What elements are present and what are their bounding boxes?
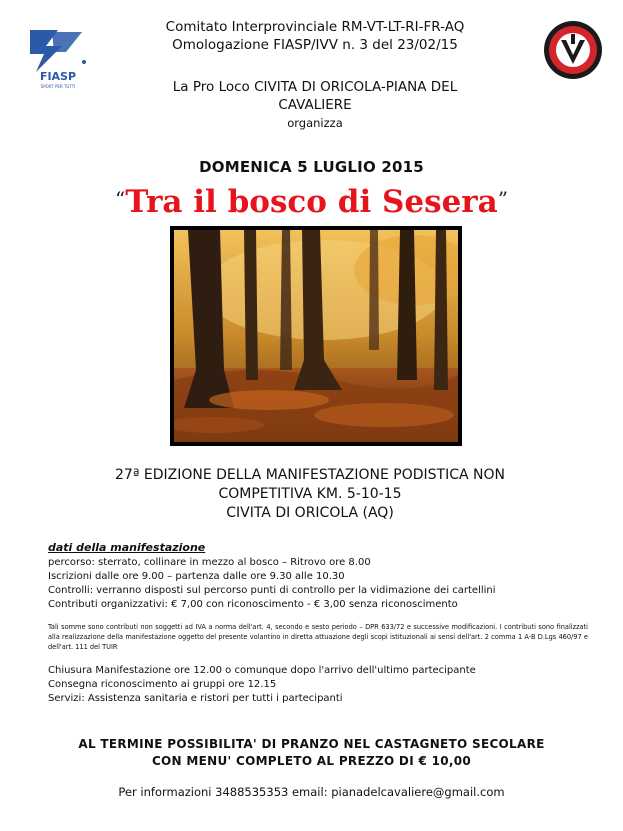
header — [100, 18, 530, 54]
closing-line: Chiusura Manifestazione ore 12.00 o comunque dopo l'arrivo dell'ultimo partecipante — [48, 665, 476, 676]
close-quote: ” — [497, 187, 508, 211]
organizer-line-3: organizza — [287, 116, 343, 130]
event-title: Tra il bosco di Sesera — [125, 184, 498, 220]
forest-photo-frame — [170, 226, 462, 446]
edition-line-2: COMPETITIVA KM. 5-10-15 — [218, 486, 402, 502]
ivv-logo — [543, 20, 603, 80]
organizer-line-1: La Pro Loco CIVITA DI ORICOLA-PIANA DEL — [172, 79, 458, 95]
edition-block — [60, 466, 560, 523]
forest-photo — [174, 230, 458, 442]
details-section — [48, 541, 588, 706]
detail-line: percorso: sterrato, collinare in mezzo al bosco – Ritrovo ore 8.00 — [48, 557, 371, 568]
closing-line: Servizi: Assistenza sanitaria e ristori per tutti i partecipanti — [48, 693, 343, 704]
homologation-line: Omologazione FIASP/IVV n. 3 del 23/02/15 — [172, 37, 458, 53]
event-title-block — [0, 184, 623, 220]
fiasp-logo — [22, 22, 92, 92]
edition-line-3: CIVITA DI ORICOLA (AQ) — [226, 505, 394, 521]
details-title: dati della manifestazione — [48, 541, 206, 554]
lunch-block — [0, 736, 623, 770]
event-date: DOMENICA 5 LUGLIO 2015 — [199, 158, 424, 176]
organizer-line-2: CAVALIERE — [278, 97, 352, 113]
detail-line: Contributi organizzativi: € 7,00 con riconoscimento - € 3,00 senza riconoscimento — [48, 599, 458, 610]
lunch-line-1: AL TERMINE POSSIBILITA' DI PRANZO NEL CASTAGNETO SECOLARE — [78, 737, 545, 751]
fiasp-logo-text: FIASP — [39, 70, 77, 83]
detail-line: Iscrizioni dalle ore 9.00 – partenza dalle ore 9.30 alle 10.30 — [48, 571, 345, 582]
open-quote: “ — [115, 187, 126, 211]
committee-line: Comitato Interprovinciale RM-VT-LT-RI-FR-AQ — [165, 19, 465, 35]
fiasp-logo-tagline: SPORT PER TUTTI — [40, 84, 76, 89]
lunch-line-2: CON MENU' COMPLETO AL PREZZO DI € 10,00 — [151, 754, 472, 768]
edition-line-1: 27ª EDIZIONE DELLA MANIFESTAZIONE PODISTICA NON — [115, 467, 505, 483]
contact-info: Per informazioni 3488535353 email: pianadelcavaliere@gmail.com — [118, 785, 505, 799]
detail-line: Controlli: verranno disposti sul percorso punti di controllo per la vidimazione dei cartellini — [48, 585, 496, 596]
organizer-block — [100, 78, 530, 132]
fine-print: Tali somme sono contributi non soggetti ad IVA a norma dell'art. 4, secondo e sesto periodo – DPR 633/72 e successive modificazioni. I contributi sono finalizzati alla realizzazione della manifestazione oggetto del presente volantino in diretta attuazione degli scopi istituzionali ai sensi dell'art. 2 comma 1 A-B D.Lgs 460/97 e dell'art. 111 del TUIR — [48, 623, 588, 651]
closing-line: Consegna riconoscimento ai gruppi ore 12.15 — [48, 679, 277, 690]
